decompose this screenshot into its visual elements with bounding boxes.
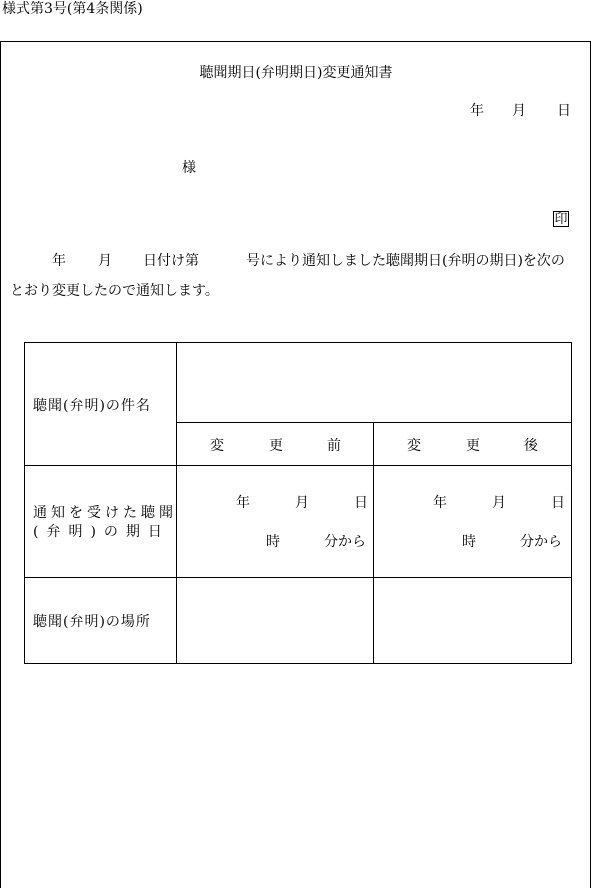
after-hour: 時	[462, 534, 476, 550]
before-header-2: 更	[269, 438, 283, 454]
table-row-divider-2	[25, 577, 571, 578]
seal-mark: 印	[554, 212, 568, 227]
table-col-divider-before-after	[373, 422, 374, 663]
after-day: 日	[551, 495, 565, 511]
details-table	[24, 342, 572, 664]
body-day-ref: 日付け第	[143, 253, 199, 269]
row2-label-line1: 通知を受けた聴聞	[33, 505, 177, 521]
body-month: 月	[98, 253, 112, 269]
after-header-3: 後	[524, 438, 538, 454]
before-hour: 時	[266, 534, 280, 550]
after-year: 年	[433, 495, 447, 511]
before-minute: 分から	[324, 534, 366, 550]
row1-label: 聴聞(弁明)の件名	[33, 398, 151, 414]
after-header-1: 変	[407, 438, 421, 454]
header-date-year: 年	[470, 103, 484, 119]
before-header-3: 前	[327, 438, 341, 454]
before-day: 日	[354, 495, 368, 511]
header-date-day: 日	[557, 103, 571, 119]
form-number: 様式第3号(第4条関係)	[2, 1, 143, 17]
row3-label: 聴聞(弁明)の場所	[33, 614, 151, 630]
row2-label-line2: (弁明)の期日	[33, 524, 170, 540]
document-title: 聴聞期日(弁明期日)変更通知書	[199, 65, 393, 81]
body-line1-rest: 号により通知しました聴聞期日(弁明の期日)を次の	[246, 253, 565, 269]
table-row-divider-1	[25, 465, 571, 466]
before-header-1: 変	[210, 438, 224, 454]
header-date-month: 月	[512, 103, 526, 119]
before-month: 月	[295, 495, 309, 511]
body-line2: とおり変更したので通知します。	[10, 283, 219, 299]
body-year: 年	[52, 253, 66, 269]
before-year: 年	[236, 495, 250, 511]
after-header-2: 更	[466, 438, 480, 454]
after-minute: 分から	[520, 534, 562, 550]
table-row-divider-header	[176, 422, 572, 423]
after-month: 月	[492, 495, 506, 511]
addressee-honorific: 様	[182, 160, 196, 176]
